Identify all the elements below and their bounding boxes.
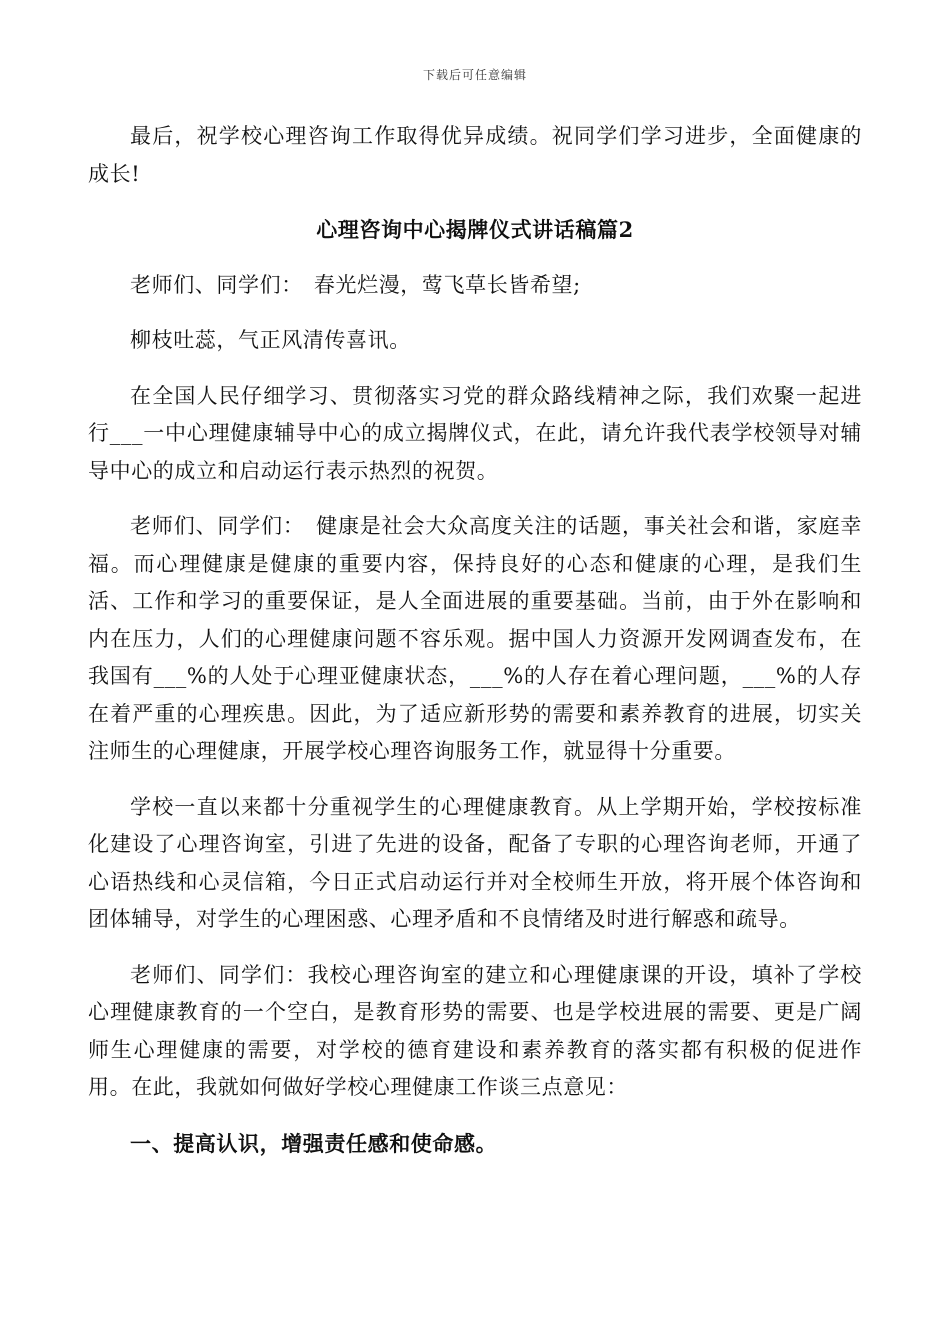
paragraph-school: 学校一直以来都十分重视学生的心理健康教育。从上学期开始，学校按标准化建设了心理咨询室，引进了先进的设备，配备了专职的心理咨询老师，开通了心语热线和心灵信箱，今日正式启动运行并对全校师生开放，将开展个体咨询和团体辅导，对学生的心理困惑、心理矛盾和不良情绪及时进行解惑和疏导。 <box>88 794 862 931</box>
paragraph-greeting: 老师们、同学们： 春光烂漫，莺飞草长皆希望; <box>130 272 581 297</box>
paragraph-ceremony: 在全国人民仔细学习、贯彻落实习党的群众路线精神之际，我们欢聚一起进行___一中心理健康辅导中心的成立揭牌仪式，在此，请允许我代表学校领导对辅导中心的成立和启动运行表示热烈的祝贺。 <box>88 383 862 483</box>
paragraph-health: 老师们、同学们： 健康是社会大众高度关注的话题，事关社会和谐，家庭幸福。而心理健康是健康的重要内容，保持良好的心态和健康的心理，是我们生活、工作和学习的重要保证，是人全面进展的重要基础。当前，由于外在影响和内在压力，人们的心理健康问题不容乐观。据中国人力资源开发网调查发布，在我国有___%的人处于心理亚健康状态，___%的人存在着心理问题，___%的人存在着严重的心理疾患。因此，为了适应新形势的需要和素养教育的进展，切实关注师生的心理健康，开展学校心理咨询服务工作，就显得十分重要。 <box>88 514 862 763</box>
section-title: 心理咨询中心揭牌仪式讲话稿篇2 <box>316 217 634 242</box>
header-note: 下载后可任意编辑 <box>422 68 527 82</box>
paragraph-closing: 最后，祝学校心理咨询工作取得优异成绩。祝同学们学习进步，全面健康的成长! <box>88 124 862 186</box>
paragraph-significance: 老师们、同学们：我校心理咨询室的建立和心理健康课的开设，填补了学校心理健康教育的一个空白，是教育形势的需要、也是学校进展的需要、更是广阔师生心理健康的需要，对学校的德育建设和素养教育的落实都有积极的促进作用。在此，我就如何做好学校心理健康工作谈三点意见： <box>88 962 862 1099</box>
paragraph-verse: 柳枝吐蕊，气正风清传喜讯。 <box>130 328 411 352</box>
document-body <box>88 118 862 1162</box>
subheading-1: 一、提高认识，增强责任感和使命感。 <box>130 1130 498 1156</box>
